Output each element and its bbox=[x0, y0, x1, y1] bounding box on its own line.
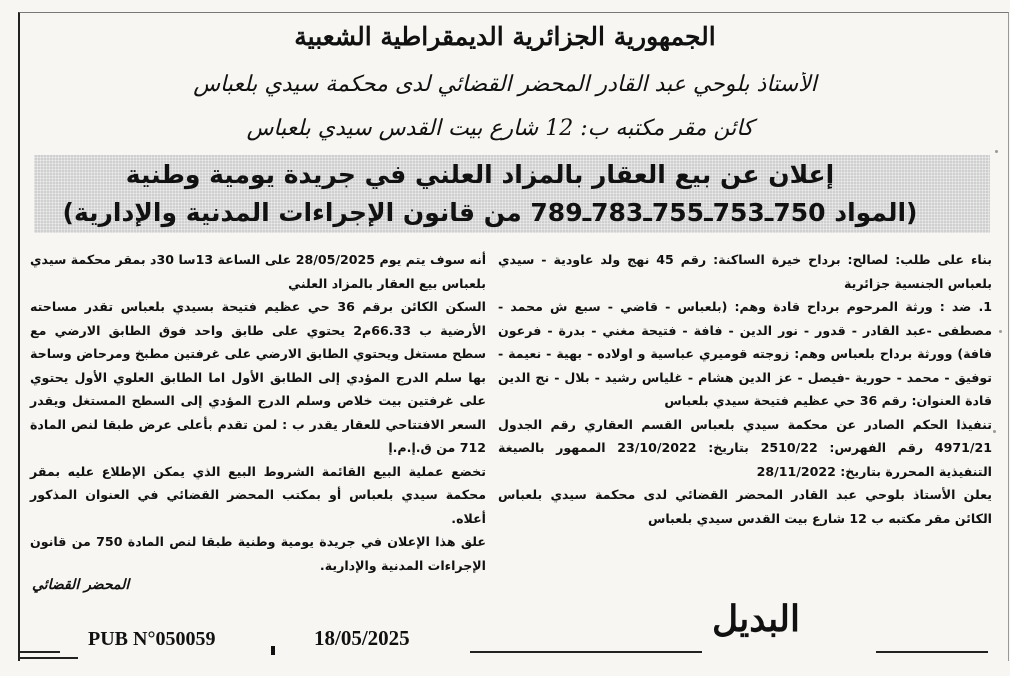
footer-separator bbox=[271, 646, 275, 655]
publication-paragraph: علق هذا الإعلان في جريدة يومية وطنية طبقا لنص المادة 750 من قانون الإجراءات المدنية والإدارية. bbox=[30, 534, 487, 573]
scan-speck bbox=[999, 330, 1002, 333]
bailiff-announcement-paragraph: يعلن الأستاذ بلوحي عبد القادر المحضر القضائي لدى محكمة سيدي بلعباس الكائن مقر مكتبه ب 12 شارع بيت القدس سيدي بلعباس bbox=[498, 487, 992, 526]
property-description-paragraph: السكن الكائن برقم 36 حي عظيم فتيحة بسيدي بلعباس تقدر مساحته الأرضية ب 66.33م2 يحتوي على طابق واحد فوق الطابق الارضي مع سطح مستغل ويحتوي الطابق الارضي على غرفتين مطبخ ومرحاض وساحة بها سلم الدرج المؤدي إلى الطابق الأول اما الطابق العلوي الأول يحتوي على غرفتين بيت خلاص وسلم الدرج المؤدي إلى السطح المستغل ويقدر السعر الافتتاحي للعقار يقدر ب : لمن تقدم بأعلى عرض طبقا لنص المادة 712 من ق.إ.م.إ bbox=[30, 299, 486, 455]
bailiff-line: الأستاذ بلوحي عبد القادر المحضر القضائي لدى محكمة سيدي بلعباس bbox=[193, 72, 817, 97]
border-fragment bbox=[18, 657, 78, 659]
scan-speck bbox=[993, 430, 996, 433]
defendants-paragraph: 1. ضد : ورثة المرحوم برداح قادة وهم: (بلعباس - قاضي - سبع ش محمد - مصطفى -عبد القادر - قدور - نور الدين - فافة - فتيحة مغني - بدرة - فرعون فافة) وورثة برداح بلعباس وهم: زوجته قوميري عباسية و اولاده - بهية - نعيمة - توفيق - محمد - حورية -فيصل - عز الدين هشام - غلياس رشيد - بلال - نج الدين قادة العنوان: رقم 36 حي عظيم فتيحة سيدي بلعباس bbox=[498, 299, 992, 408]
scan-speck bbox=[995, 150, 998, 153]
right-column bbox=[498, 248, 992, 530]
left-column bbox=[30, 248, 486, 577]
signature-label: المحضر القضائي bbox=[32, 577, 130, 593]
requester-paragraph: بناء على طلب: لصالح: برداح خيرة الساكنة: رقم 45 نهج ولد عاودية - سيدي بلعباس الجنسية جزائرية bbox=[498, 252, 992, 291]
judgment-paragraph: تنفيذا الحكم الصادر عن محكمة سيدي بلعباس القسم العقاري رقم الجدول 4971/21 رقم الفهرس: 2510/22 بتاريخ: 23/10/2022 الممهور بالصيغة التنفيذية المحررة بتاريخ: 28/11/2022 bbox=[498, 416, 992, 479]
footer-rule-right bbox=[876, 651, 988, 653]
footer-rule-middle bbox=[470, 651, 702, 653]
announcement-title: إعلان عن بيع العقار بالمزاد العلني في جريدة يومية وطنية bbox=[125, 160, 835, 189]
republic-heading: الجمهورية الجزائرية الديمقراطية الشعبية bbox=[294, 22, 716, 51]
auction-date-paragraph: أنه سوف يتم يوم 28/05/2025 على الساعة 13سا 30د بمقر محكمة سيدي بلعباس بيع العقار بالمزاد العلني bbox=[30, 252, 487, 291]
office-address-line: كائن مقر مكتبه ب: 12 شارع بيت القدس سيدي بلعباس bbox=[246, 116, 754, 141]
newspaper-stamp: البديل bbox=[712, 598, 801, 640]
footer-rule-left bbox=[18, 651, 60, 653]
conditions-paragraph: تخضع عملية البيع القائمة الشروط البيع الذي يمكن الإطلاع عليه بمقر محكمة سيدي بلعباس أو بمكتب المحضر القضائي في العنوان المذكور أعلاه. bbox=[30, 463, 486, 526]
publication-date: 18/05/2025 bbox=[314, 626, 410, 650]
legal-articles-subtitle: (المواد 750ـ753ـ755ـ783ـ789 من قانون الإجراءات المدنية والإدارية) bbox=[62, 198, 918, 227]
pub-number: PUB N°050059 bbox=[88, 628, 216, 650]
